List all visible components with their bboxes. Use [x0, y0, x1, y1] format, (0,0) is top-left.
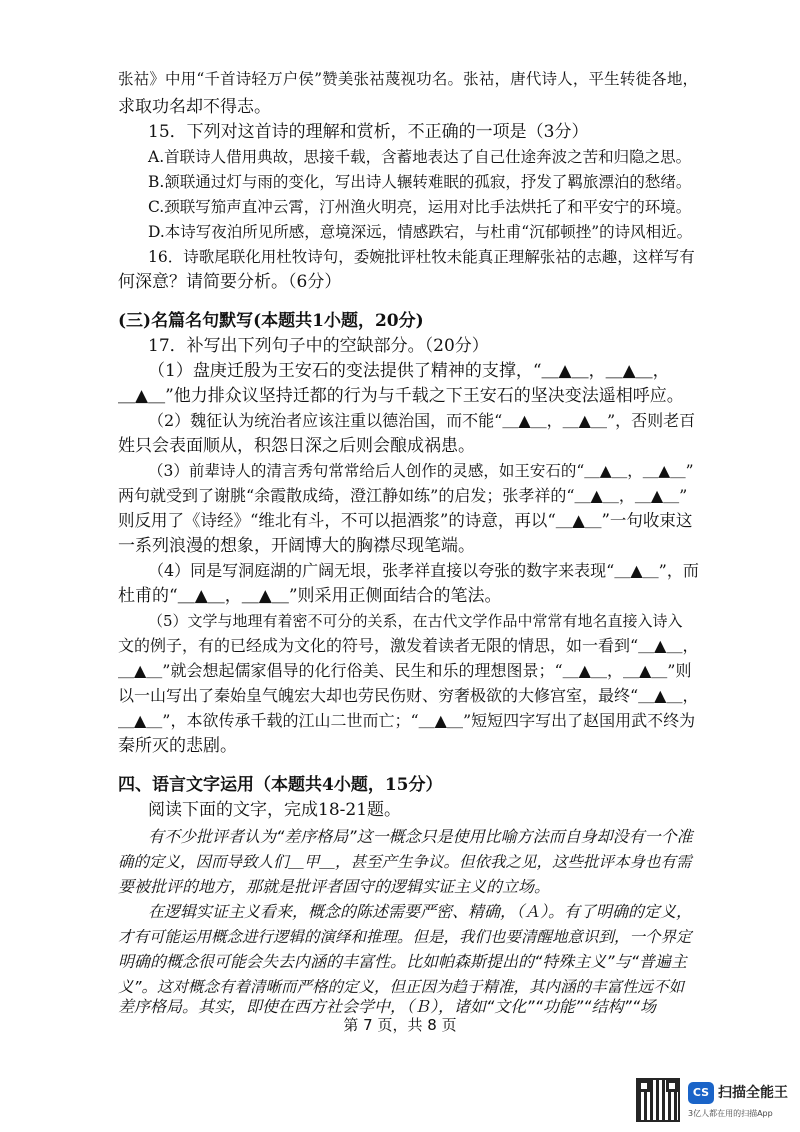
- fill-item-4: （4）同是写洞庭湖的广阔无垠，张孝祥直接以夸张的数字来表现“＿▲＿”，而: [148, 561, 699, 580]
- fill-item-3: （3）前辈诗人的清言秀句常常给后人创作的灵感，如王安石的“＿▲＿，＿▲＿”: [148, 462, 694, 480]
- question-15: 15．下列对这首诗的理解和赏析，不正确的一项是（3分）: [148, 122, 589, 142]
- text-line: 两句就受到了谢朓“余霞散成绮，澄江静如练”的启发；张孝祥的“＿▲＿，＿▲＿”: [118, 486, 688, 505]
- passage-line: 有不少批评者认为“差序格局”这一概念只是使用比喻方法而自身却没有一个准: [148, 827, 693, 846]
- text-line: ＿▲＿”，本欲传承千载的江山二世而亡；“＿▲＿”短短四字写出了赵国用武不终为: [118, 711, 696, 730]
- passage-line: 才有可能运用概念进行逻辑的演绎和推理。但是，我们也要清醒地意识到，一个界定: [118, 928, 692, 946]
- text-line: 姓只会表面顺从，积怨日深之后则会酿成祸患。: [118, 436, 475, 456]
- camscanner-logo-icon: CS: [688, 1082, 714, 1104]
- text-line: 秦所灭的悲剧。: [118, 736, 237, 756]
- text-line: 则反用了《诗经》“维北有斗，不可以挹酒浆”的诗意，再以“＿▲＿”一句收束这: [118, 511, 693, 530]
- text-line: ＿▲＿”他力排众议坚持迁都的行为与千载之下王安石的坚决变法遥相呼应。: [118, 386, 684, 406]
- question-16: 16．诗歌尾联化用杜牧诗句，委婉批评杜牧未能真正理解张祜的志趣，这样写有: [148, 248, 695, 266]
- scanner-watermark: [636, 1078, 796, 1124]
- passage-line: 明确的概念很可能会失去内涵的丰富性。比如帕森斯提出的“特殊主义”与“普遍主: [118, 952, 687, 971]
- option-a: A.首联诗人借用典故，思接千载，含蓄地表达了自己仕途奔波之苦和归隐之思。: [148, 148, 692, 166]
- question-17: 17．补写出下列句子中的空缺部分。（20分）: [148, 336, 489, 356]
- text-line: 杜甫的“＿▲＿，＿▲＿”则采用正侧面结合的笔法。: [118, 586, 502, 606]
- passage-line: 在逻辑实证主义看来，概念的陈述需要严密、精确，（Ａ）。有了明确的定义，: [148, 902, 693, 921]
- section-heading: (三)名篇名句默写(本题共1小题，20分): [118, 311, 424, 331]
- passage-line: 确的定义，因而导致人们＿甲＿，甚至产生争议。但依我之见，这些批评本身也有需: [118, 853, 692, 871]
- option-d: D.本诗写夜泊所见所感，意境深远，情感跌宕，与杜甫“沉郁顿挫”的诗风相近。: [148, 223, 693, 241]
- page-footer: 第 7 页，共 8 页: [343, 1016, 457, 1034]
- reading-instruction: 阅读下面的文字，完成18-21题。: [148, 800, 402, 820]
- text-line: 求取功名却不得志。: [118, 97, 271, 117]
- text-line: 张祜》中用“千首诗轻万户侯”赞美张祜蔑视功名。张祜，唐代诗人，平生转徙各地，: [118, 70, 698, 88]
- fill-item-2: （2）魏征认为统治者应该注重以德治国，而不能“＿▲＿，＿▲＿”，否则老百: [148, 411, 696, 430]
- qr-code-icon: [636, 1078, 680, 1122]
- passage-line: 义”。这对概念有着清晰而严格的定义，但正因为趋于精准，其内涵的丰富性远不如: [118, 978, 685, 996]
- text-line: 何深意？请简要分析。（6分）: [118, 272, 342, 292]
- fill-item-1: （1）盘庚迁殷为王安石的变法提供了精神的支撑，“＿▲＿，＿▲＿，: [148, 361, 670, 381]
- text-line: 文的例子，有的已经成为文化的符号，激发着读者无限的情思，如一看到“＿▲＿，: [118, 636, 699, 655]
- fill-item-5: （5）文学与地理有着密不可分的关系，在古代文学作品中常常有地名直接入诗入: [148, 612, 683, 630]
- option-c: C.颈联写笳声直冲云霄，汀州渔火明亮，运用对比手法烘托了和平安宁的环境。: [148, 198, 692, 216]
- text-line: ＿▲＿”就会想起儒家倡导的化行俗美、民生和乐的理想图景；“＿▲＿，＿▲＿”则: [118, 661, 692, 680]
- brand-name: 扫描全能王: [718, 1085, 788, 1101]
- option-b: B.颔联通过灯与雨的变化，写出诗人辗转难眠的孤寂，抒发了羁旅漂泊的愁绪。: [148, 173, 692, 191]
- section-heading: 四、语言文字运用（本题共4小题，15分）: [118, 775, 443, 795]
- passage-line: 差序格局。其实，即使在西方社会学中，（Ｂ），诸如“文化”“功能”“结构”“场: [118, 997, 657, 1016]
- passage-line: 要被批评的地方，那就是批评者固守的逻辑实证主义的立场。: [118, 877, 551, 896]
- brand-slogan: 3亿人都在用的扫描App: [688, 1109, 773, 1118]
- text-line: 一系列浪漫的想象，开阔博大的胸襟尽现笔端。: [118, 536, 475, 556]
- text-line: 以一山写出了秦始皇气魄宏大却也劳民伤财、穷奢极欲的大修宫室，最终“＿▲＿，: [118, 686, 699, 705]
